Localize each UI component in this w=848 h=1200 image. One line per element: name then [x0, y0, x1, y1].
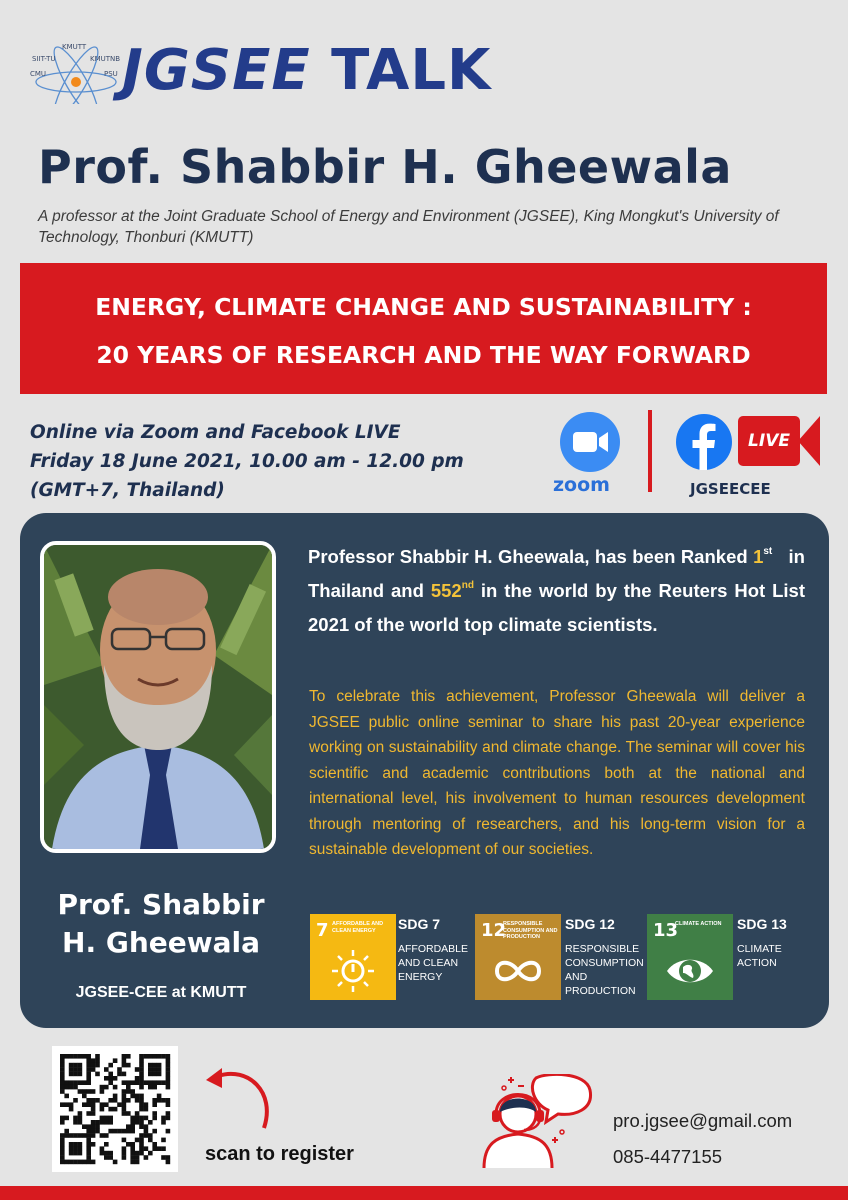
- brand-prefix: JGSEE: [122, 38, 311, 103]
- event-datetime: Friday 18 June 2021, 10.00 am - 12.00 pm: [30, 451, 464, 472]
- logo-label-kmutt: KMUTT: [62, 43, 87, 51]
- event-platform: Online via Zoom and Facebook LIVE: [30, 422, 401, 443]
- facebook-handle: JGSEECEE: [690, 480, 771, 498]
- sdg12-desc-line: PRODUCTION: [565, 985, 636, 997]
- registration-qr-code[interactable]: [52, 1046, 178, 1172]
- sdg7-desc-line: AFFORDABLE: [398, 943, 469, 955]
- facebook-icon: [676, 414, 732, 470]
- contact-email[interactable]: pro.jgsee@gmail.com: [613, 1110, 793, 1131]
- profile-name: [36, 886, 286, 962]
- logo-label-psu: PSU: [104, 70, 118, 78]
- title-line-2: 20 YEARS OF RESEARCH AND THE WAY FORWARD: [96, 341, 751, 369]
- logo-label-cmu: CMU: [30, 70, 47, 78]
- rank-thailand: 1: [753, 546, 764, 567]
- ranking-middle: in Thailand and: [308, 546, 805, 601]
- contact-phone[interactable]: 085-4477155: [613, 1146, 723, 1167]
- scan-to-register-label: scan to register: [205, 1143, 354, 1165]
- sdg7-tile: [310, 914, 396, 1000]
- speaker-affiliation: A professor at the Joint Graduate School of Energy and Environment (JGSEE), King Mongkut's University of Technology, Thonburi (KMUTT): [38, 208, 779, 246]
- sdg12-desc-line: AND: [565, 971, 588, 983]
- customer-support-icon: [478, 1074, 594, 1170]
- sdg7-desc-line: AND CLEAN: [398, 957, 459, 969]
- title-line-1: ENERGY, CLIMATE CHANGE AND SUSTAINABILITY :: [95, 293, 752, 321]
- sdg13-tile: [647, 914, 733, 1000]
- rank-thailand-suffix: st: [763, 546, 773, 557]
- rank-world: 552: [430, 580, 462, 601]
- sdg13-label: SDG 13: [737, 916, 787, 932]
- live-badge: LIVE: [738, 416, 800, 466]
- sun-power-icon: [328, 946, 378, 996]
- event-timezone: (GMT+7, Thailand): [30, 480, 225, 501]
- infinity-icon: [493, 946, 543, 996]
- brand-suffix: TALK: [331, 38, 492, 103]
- seminar-description: To celebrate this achievement, Professor Gheewala will deliver a JGSEE public online seminar to share his past 20-year experience working on sustainability and climate change. The seminar will cover his scientific and academic contributions both at the national and international level, his involvement to human resources development through mentoring of researchers, and his long-term vision for a sustainable development of our societies.: [309, 688, 805, 858]
- sdg12-tile: [475, 914, 561, 1000]
- sdg7-tile-number: 7: [316, 920, 329, 941]
- sdg7-label: SDG 7: [398, 916, 441, 932]
- sdg12-tile-title: RESPONSIBLE CONSUMPTION AND PRODUCTION: [503, 921, 558, 940]
- speaker-photo: [40, 541, 276, 853]
- sdg7-tile-title: AFFORDABLE AND CLEAN ENERGY: [332, 921, 384, 934]
- ranking-intro: Professor Shabbir H. Gheewala, has been Ranked: [308, 546, 748, 567]
- sdg13-description: [737, 942, 782, 970]
- sdg12-description: [565, 942, 644, 998]
- curved-arrow-icon: [198, 1062, 278, 1132]
- ranking-statement: [308, 540, 805, 642]
- sdg12-tile-number: 12: [481, 920, 507, 941]
- rank-world-suffix: nd: [461, 580, 474, 591]
- logo-label-kmutnb: KMUTNB: [90, 55, 121, 63]
- sdg12-desc-line: RESPONSIBLE: [565, 943, 640, 955]
- event-info: [30, 418, 464, 505]
- sdg7-desc-line: ENERGY: [398, 971, 443, 983]
- sdg13-desc-line: ACTION: [737, 957, 777, 969]
- eye-globe-icon: [665, 946, 715, 996]
- zoom-icon: [560, 412, 620, 472]
- logo-label-siit: SIIT-TU: [32, 55, 56, 63]
- zoom-label: zoom: [553, 474, 610, 496]
- speaker-name: Prof. Shabbir H. Gheewala: [38, 140, 732, 194]
- sdg13-tile-title: CLIMATE ACTION: [675, 921, 722, 927]
- ranking-end: in the world by the Reuters Hot List 2021 of the world top climate scientists.: [308, 580, 805, 635]
- divider: [648, 410, 652, 492]
- sdg13-desc-line: CLIMATE: [737, 943, 782, 955]
- bottom-accent-bar: [0, 1186, 848, 1200]
- brand-title: [122, 38, 491, 103]
- profile-name-line-1: Prof. Shabbir: [57, 888, 265, 921]
- profile-institution: JGSEE-CEE at KMUTT: [75, 984, 247, 1001]
- title-banner: [20, 263, 827, 394]
- sdg12-desc-line: CONSUMPTION: [565, 957, 644, 969]
- profile-name-line-2: H. Gheewala: [62, 926, 260, 959]
- jgsee-network-logo: [28, 42, 124, 104]
- sdg7-description: [398, 942, 468, 984]
- sdg12-label: SDG 12: [565, 916, 615, 932]
- live-camera-icon: [798, 416, 820, 466]
- sdg13-tile-number: 13: [653, 920, 679, 941]
